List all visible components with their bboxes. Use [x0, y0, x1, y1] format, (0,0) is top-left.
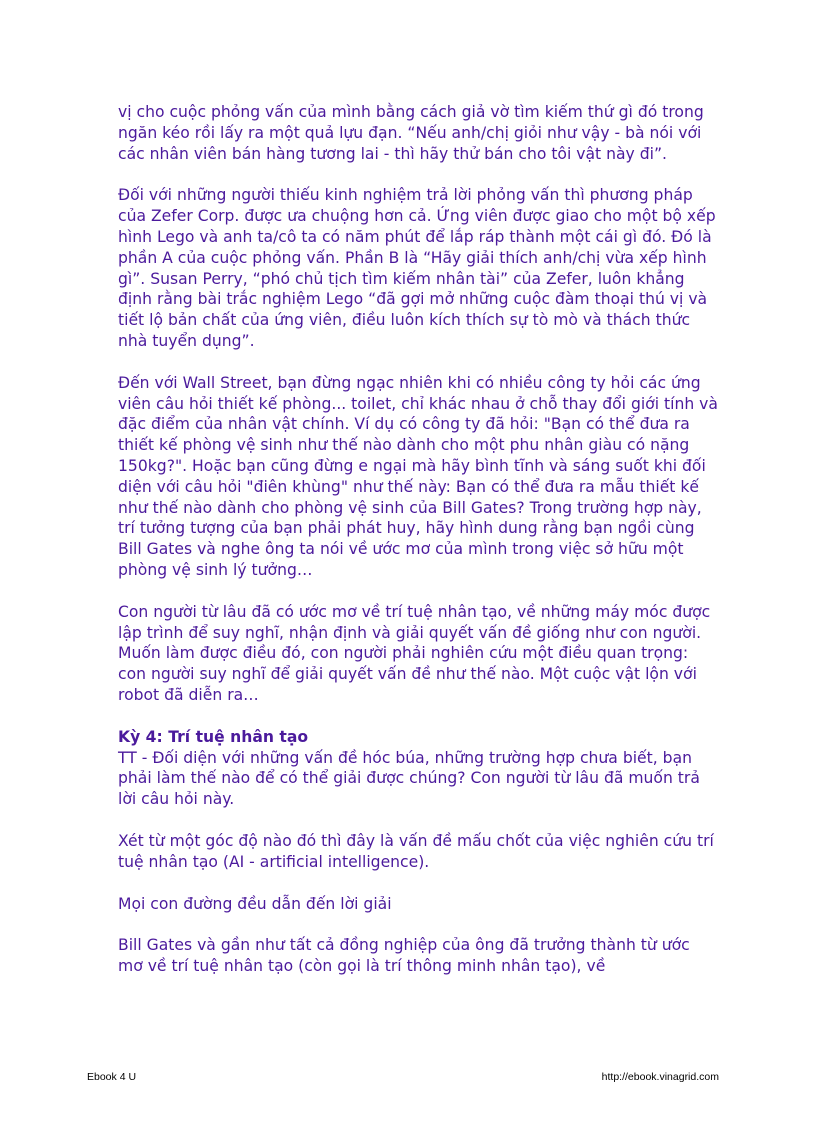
section-heading: Kỳ 4: Trí tuệ nhân tạo: [118, 727, 309, 746]
paragraph-1: vị cho cuộc phỏng vấn của mình bằng cách giả vờ tìm kiếm thứ gì đó trong ngăn kéo rồi lấy ra một quả lựu đạn. “Nếu anh/chị giỏi như vậy - bà nói với các nhân viên bán hàng tương lai - thì hãy thử bán cho tôi vật này đi”.: [118, 103, 704, 163]
paragraph-8: Bill Gates và gần như tất cả đồng nghiệp của ông đã trưởng thành từ ước mơ về trí tuệ nhân tạo (còn gọi là trí thông minh nhân tạo), về: [118, 936, 690, 976]
paragraph-5: TT - Đối diện với những vấn đề hóc búa, những trường hợp chưa biết, bạn phải làm thế nào để có thể giải được chúng? Con người từ lâu đã muốn trả lời câu hỏi này.: [118, 748, 700, 809]
paragraph-4: Con người từ lâu đã có ước mơ về trí tuệ nhân tạo, về những máy móc được lập trình để suy nghĩ, nhận định và giải quyết vấn đề giống như con người. Muốn làm được điều đó, con người phải nghiên cứu một điều quan trọng: con người suy nghĩ để giải quyết vấn đề như thế nào. Một cuộc vật lộn với robot đã diễn ra…: [118, 602, 711, 704]
document-body: [118, 102, 718, 998]
footer-left-text: Ebook 4 U: [87, 1071, 137, 1083]
paragraph-2: Đối với những người thiếu kinh nghiệm trả lời phỏng vấn thì phương pháp của Zefer Corp. được ưa chuộng hơn cả. Ứng viên được giao cho một bộ xếp hình Lego và anh ta/cô ta có năm phút để lắp ráp thành một cái gì đó. Đó là phần A của cuộc phỏng vấn. Phần B là “Hãy giải thích anh/chị vừa xếp hình gì”. Susan Perry, “phó chủ tịch tìm kiếm nhân tài” của Zefer, luôn khẳng định rằng bài trắc nghiệm Lego “đã gợi mở những cuộc đàm thoại thú vị và tiết lộ bản chất của ứng viên, điều luôn kích thích sự tò mò và thách thức nhà tuyển dụng”.: [118, 186, 716, 350]
paragraph-7: Mọi con đường đều dẫn đến lời giải: [118, 894, 392, 913]
footer-url: http://ebook.vinagrid.com: [601, 1071, 719, 1083]
paragraph-3: Đến với Wall Street, bạn đừng ngạc nhiên khi có nhiều công ty hỏi các ứng viên câu hỏi thiết kế phòng... toilet, chỉ khác nhau ở chỗ thay đổi giới tính và đặc điểm của nhân vật chính. Ví dụ có công ty đã hỏi: "Bạn có thể đưa ra thiết kế phòng vệ sinh như thế nào dành cho một phu nhân giàu có nặng 150kg?". Hoặc bạn cũng đừng e ngại mà hãy bình tĩnh và sáng suốt khi đối diện với câu hỏi "điên khùng" như thế này: Bạn có thể đưa ra mẫu thiết kế như thế nào dành cho phòng vệ sinh của Bill Gates? Trong trường hợp này, trí tưởng tượng của bạn phải phát huy, hãy hình dung rằng bạn ngồi cùng Bill Gates và nghe ông ta nói về ước mơ của mình trong việc sở hữu một phòng vệ sinh lý tưởng…: [118, 373, 718, 579]
paragraph-6: Xét từ một góc độ nào đó thì đây là vấn đề mấu chốt của việc nghiên cứu trí tuệ nhân tạo (AI - artificial intelligence).: [118, 831, 714, 871]
